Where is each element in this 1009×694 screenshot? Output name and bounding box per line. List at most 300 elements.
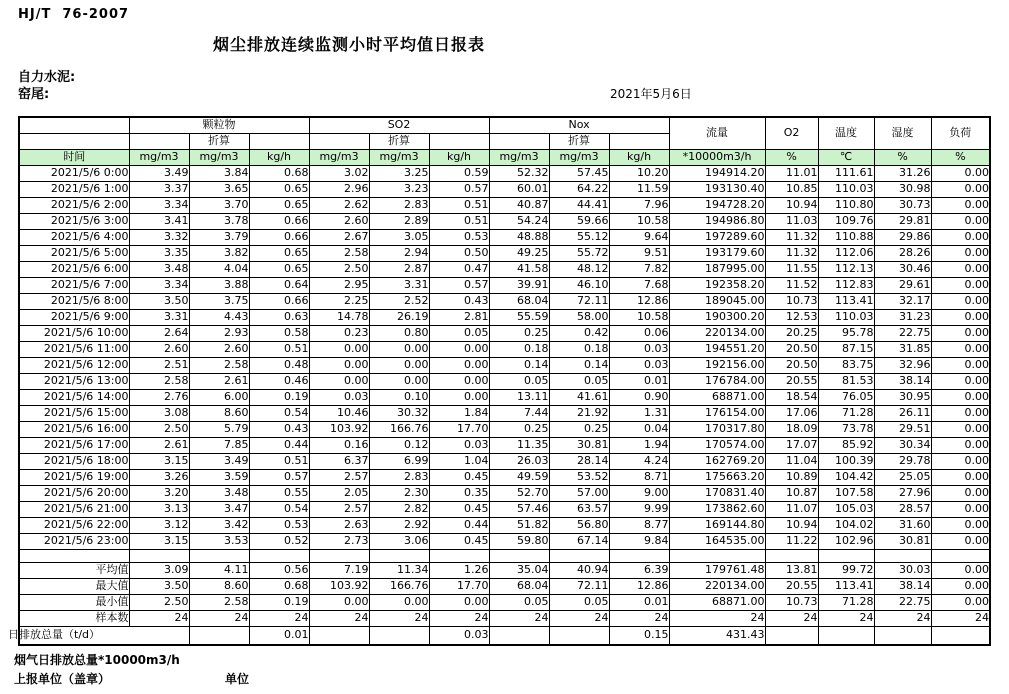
value-cell: 46.10 <box>549 278 609 294</box>
value-cell: 113.41 <box>818 294 874 310</box>
hour-row <box>19 422 990 438</box>
hour-row <box>19 470 990 486</box>
value-cell: 3.82 <box>189 246 249 262</box>
summary-value-cell: 24 <box>249 611 309 627</box>
summary-value-cell: 24 <box>309 611 369 627</box>
hour-row <box>19 342 990 358</box>
value-cell: 3.12 <box>129 518 189 534</box>
value-cell: 0.47 <box>429 262 489 278</box>
value-cell: 2.50 <box>309 262 369 278</box>
hour-row <box>19 454 990 470</box>
daily-total-value-cell <box>931 627 990 646</box>
value-cell: 2.62 <box>309 198 369 214</box>
value-cell: 0.51 <box>429 198 489 214</box>
time-cell: 2021/5/6 17:00 <box>19 438 129 454</box>
daily-total-value-cell <box>874 627 931 646</box>
value-cell: 110.03 <box>818 310 874 326</box>
value-cell: 100.39 <box>818 454 874 470</box>
value-cell: 0.19 <box>249 390 309 406</box>
unit-cell: mg/m3 <box>369 150 429 166</box>
header-load: 负荷 <box>931 117 990 150</box>
value-cell: 2.51 <box>129 358 189 374</box>
summary-value-cell: 0.56 <box>249 563 309 579</box>
value-cell: 0.05 <box>489 374 549 390</box>
value-cell: 10.89 <box>765 470 818 486</box>
value-cell: 10.58 <box>609 310 669 326</box>
value-cell: 0.58 <box>249 326 309 342</box>
page-title: 烟尘排放连续监测小时平均值日报表 <box>213 35 486 54</box>
header-flow: 流量 <box>669 117 765 150</box>
unit-cell: mg/m3 <box>129 150 189 166</box>
value-cell: 0.18 <box>489 342 549 358</box>
value-cell: 3.35 <box>129 246 189 262</box>
value-cell: 0.43 <box>249 422 309 438</box>
hour-row <box>19 214 990 230</box>
summary-label: 最大值 <box>19 579 129 595</box>
value-cell: 8.77 <box>609 518 669 534</box>
summary-value-cell: 166.76 <box>369 579 429 595</box>
value-cell: 111.61 <box>818 166 874 182</box>
value-cell: 173862.60 <box>669 502 765 518</box>
unit-cell: mg/m3 <box>189 150 249 166</box>
value-cell: 41.61 <box>549 390 609 406</box>
summary-value-cell: 3.50 <box>129 579 189 595</box>
value-cell: 2.25 <box>309 294 369 310</box>
summary-value-cell: 68871.00 <box>669 595 765 611</box>
value-cell: 164535.00 <box>669 534 765 550</box>
daily-report-table <box>8 116 991 646</box>
hour-row <box>19 390 990 406</box>
summary-value-cell: 30.03 <box>874 563 931 579</box>
hour-row <box>19 262 990 278</box>
value-cell: 0.46 <box>249 374 309 390</box>
value-cell: 3.48 <box>129 262 189 278</box>
value-cell: 20.55 <box>765 374 818 390</box>
summary-value-cell: 6.39 <box>609 563 669 579</box>
value-cell: 107.58 <box>818 486 874 502</box>
value-cell: 83.75 <box>818 358 874 374</box>
value-cell: 2.63 <box>309 518 369 534</box>
value-cell: 0.00 <box>931 358 990 374</box>
empty-cell <box>669 550 765 563</box>
empty-cell <box>549 550 609 563</box>
value-cell: 0.45 <box>429 470 489 486</box>
value-cell: 68.04 <box>489 294 549 310</box>
value-cell: 0.00 <box>369 342 429 358</box>
unit-cell: kg/h <box>609 150 669 166</box>
daily-total-value-cell <box>369 627 429 646</box>
value-cell: 0.12 <box>369 438 429 454</box>
daily-total-value-cell: 0.03 <box>429 627 489 646</box>
converted-header-particulate: 折算 <box>189 134 249 150</box>
daily-total-value-cell: 431.43 <box>669 627 765 646</box>
value-cell: 2.96 <box>309 182 369 198</box>
hour-row <box>19 406 990 422</box>
value-cell: 0.00 <box>429 374 489 390</box>
header-row-units <box>19 150 990 166</box>
time-cell: 2021/5/6 23:00 <box>19 534 129 550</box>
value-cell: 4.04 <box>189 262 249 278</box>
value-cell: 0.00 <box>931 182 990 198</box>
summary-value-cell: 24 <box>189 611 249 627</box>
value-cell: 0.63 <box>249 310 309 326</box>
value-cell: 112.13 <box>818 262 874 278</box>
value-cell: 55.72 <box>549 246 609 262</box>
value-cell: 2.64 <box>129 326 189 342</box>
value-cell: 3.53 <box>189 534 249 550</box>
value-cell: 67.14 <box>549 534 609 550</box>
value-cell: 59.80 <box>489 534 549 550</box>
value-cell: 9.00 <box>609 486 669 502</box>
value-cell: 11.07 <box>765 502 818 518</box>
value-cell: 0.51 <box>249 454 309 470</box>
value-cell: 29.51 <box>874 422 931 438</box>
summary-value-cell: 24 <box>765 611 818 627</box>
value-cell: 21.92 <box>549 406 609 422</box>
value-cell: 13.11 <box>489 390 549 406</box>
unit-cell: kg/h <box>249 150 309 166</box>
value-cell: 0.04 <box>609 422 669 438</box>
summary-value-cell: 35.04 <box>489 563 549 579</box>
empty-cell <box>369 550 429 563</box>
unit-cell: kg/h <box>429 150 489 166</box>
summary-value-cell: 11.34 <box>369 563 429 579</box>
value-cell: 2.82 <box>369 502 429 518</box>
hour-row <box>19 438 990 454</box>
value-cell: 64.22 <box>549 182 609 198</box>
value-cell: 0.57 <box>249 470 309 486</box>
value-cell: 8.71 <box>609 470 669 486</box>
value-cell: 0.00 <box>931 294 990 310</box>
time-cell: 2021/5/6 4:00 <box>19 230 129 246</box>
value-cell: 102.96 <box>818 534 874 550</box>
value-cell: 0.00 <box>931 534 990 550</box>
empty-cell <box>818 550 874 563</box>
value-cell: 49.59 <box>489 470 549 486</box>
value-cell: 41.58 <box>489 262 549 278</box>
summary-row <box>19 595 990 611</box>
value-cell: 0.00 <box>931 262 990 278</box>
summary-value-cell: 24 <box>129 611 189 627</box>
value-cell: 3.23 <box>369 182 429 198</box>
value-cell: 0.25 <box>489 326 549 342</box>
value-cell: 3.59 <box>189 470 249 486</box>
unit-cell: mg/m3 <box>489 150 549 166</box>
value-cell: 9.84 <box>609 534 669 550</box>
value-cell: 0.55 <box>249 486 309 502</box>
value-cell: 0.52 <box>249 534 309 550</box>
value-cell: 3.88 <box>189 278 249 294</box>
header-humidity: 湿度 <box>874 117 931 150</box>
value-cell: 0.80 <box>369 326 429 342</box>
empty-header-cell <box>249 134 309 150</box>
value-cell: 31.60 <box>874 518 931 534</box>
value-cell: 0.00 <box>429 358 489 374</box>
value-cell: 0.66 <box>249 214 309 230</box>
value-cell: 7.85 <box>189 438 249 454</box>
value-cell: 110.88 <box>818 230 874 246</box>
value-cell: 105.03 <box>818 502 874 518</box>
summary-value-cell: 0.00 <box>429 595 489 611</box>
value-cell: 30.81 <box>874 534 931 550</box>
value-cell: 8.60 <box>189 406 249 422</box>
value-cell: 0.05 <box>549 374 609 390</box>
summary-value-cell: 0.19 <box>249 595 309 611</box>
value-cell: 25.05 <box>874 470 931 486</box>
value-cell: 0.54 <box>249 406 309 422</box>
value-cell: 39.91 <box>489 278 549 294</box>
value-cell: 2.50 <box>129 422 189 438</box>
value-cell: 0.48 <box>249 358 309 374</box>
value-cell: 76.05 <box>818 390 874 406</box>
value-cell: 0.16 <box>309 438 369 454</box>
value-cell: 0.23 <box>309 326 369 342</box>
hour-row <box>19 198 990 214</box>
value-cell: 30.46 <box>874 262 931 278</box>
value-cell: 3.08 <box>129 406 189 422</box>
value-cell: 192156.00 <box>669 358 765 374</box>
time-cell: 2021/5/6 21:00 <box>19 502 129 518</box>
unit-cell: mg/m3 <box>549 150 609 166</box>
value-cell: 0.03 <box>609 358 669 374</box>
summary-value-cell: 0.05 <box>489 595 549 611</box>
value-cell: 10.58 <box>609 214 669 230</box>
value-cell: 2.61 <box>189 374 249 390</box>
value-cell: 0.53 <box>249 518 309 534</box>
value-cell: 2.57 <box>309 502 369 518</box>
value-cell: 28.26 <box>874 246 931 262</box>
summary-rows <box>8 550 990 646</box>
group-header-nox: Nox <box>489 117 669 134</box>
value-cell: 193179.60 <box>669 246 765 262</box>
value-cell: 3.50 <box>129 294 189 310</box>
value-cell: 2.73 <box>309 534 369 550</box>
value-cell: 170317.80 <box>669 422 765 438</box>
value-cell: 11.22 <box>765 534 818 550</box>
value-cell: 57.00 <box>549 486 609 502</box>
value-cell: 0.66 <box>249 294 309 310</box>
value-cell: 30.32 <box>369 406 429 422</box>
summary-value-cell: 4.11 <box>189 563 249 579</box>
value-cell: 55.12 <box>549 230 609 246</box>
summary-value-cell: 13.81 <box>765 563 818 579</box>
value-cell: 4.43 <box>189 310 249 326</box>
value-cell: 58.00 <box>549 310 609 326</box>
summary-value-cell: 17.70 <box>429 579 489 595</box>
value-cell: 44.41 <box>549 198 609 214</box>
time-cell: 2021/5/6 15:00 <box>19 406 129 422</box>
value-cell: 0.00 <box>931 246 990 262</box>
value-cell: 0.64 <box>249 278 309 294</box>
summary-value-cell: 7.19 <box>309 563 369 579</box>
time-cell: 2021/5/6 11:00 <box>19 342 129 358</box>
value-cell: 20.50 <box>765 358 818 374</box>
site-label: 窑尾: <box>18 87 50 102</box>
value-cell: 2.58 <box>129 374 189 390</box>
summary-value-cell: 3.09 <box>129 563 189 579</box>
time-cell: 2021/5/6 18:00 <box>19 454 129 470</box>
value-cell: 60.01 <box>489 182 549 198</box>
daily-total-value-cell <box>818 627 874 646</box>
hour-row <box>19 166 990 182</box>
value-cell: 3.65 <box>189 182 249 198</box>
summary-value-cell: 0.00 <box>309 595 369 611</box>
summary-value-cell: 0.68 <box>249 579 309 595</box>
time-cell: 2021/5/6 1:00 <box>19 182 129 198</box>
value-cell: 0.06 <box>609 326 669 342</box>
value-cell: 3.15 <box>129 454 189 470</box>
value-cell: 0.43 <box>429 294 489 310</box>
time-cell: 2021/5/6 22:00 <box>19 518 129 534</box>
value-cell: 0.00 <box>931 166 990 182</box>
value-cell: 0.00 <box>931 486 990 502</box>
value-cell: 30.73 <box>874 198 931 214</box>
value-cell: 0.00 <box>931 198 990 214</box>
value-cell: 187995.00 <box>669 262 765 278</box>
empty-cell <box>765 550 818 563</box>
value-cell: 0.00 <box>931 454 990 470</box>
value-cell: 192358.20 <box>669 278 765 294</box>
value-cell: 81.53 <box>818 374 874 390</box>
value-cell: 0.42 <box>549 326 609 342</box>
hour-row <box>19 310 990 326</box>
value-cell: 6.37 <box>309 454 369 470</box>
value-cell: 3.06 <box>369 534 429 550</box>
value-cell: 12.86 <box>609 294 669 310</box>
flue-gas-total-note: 烟气日排放总量*10000m3/h <box>14 653 180 667</box>
summary-value-cell: 71.28 <box>818 595 874 611</box>
value-cell: 9.64 <box>609 230 669 246</box>
daily-total-label: 日排放总量（t/d） <box>19 627 189 646</box>
summary-value-cell: 0.00 <box>931 563 990 579</box>
value-cell: 27.96 <box>874 486 931 502</box>
report-date: 2021年5月6日 <box>610 87 692 101</box>
table-header <box>19 117 990 166</box>
value-cell: 22.75 <box>874 326 931 342</box>
value-cell: 10.73 <box>765 294 818 310</box>
value-cell: 52.70 <box>489 486 549 502</box>
value-cell: 29.78 <box>874 454 931 470</box>
empty-cell <box>189 550 249 563</box>
value-cell: 26.03 <box>489 454 549 470</box>
value-cell: 0.90 <box>609 390 669 406</box>
value-cell: 0.00 <box>931 230 990 246</box>
value-cell: 2.87 <box>369 262 429 278</box>
empty-cell <box>874 550 931 563</box>
value-cell: 3.79 <box>189 230 249 246</box>
hour-row <box>19 294 990 310</box>
value-cell: 72.11 <box>549 294 609 310</box>
value-cell: 2.89 <box>369 214 429 230</box>
daily-total-value-cell: 0.15 <box>609 627 669 646</box>
value-cell: 2.92 <box>369 518 429 534</box>
time-cell: 2021/5/6 0:00 <box>19 166 129 182</box>
value-cell: 17.07 <box>765 438 818 454</box>
value-cell: 73.78 <box>818 422 874 438</box>
value-cell: 11.32 <box>765 246 818 262</box>
value-cell: 3.32 <box>129 230 189 246</box>
summary-value-cell: 20.55 <box>765 579 818 595</box>
value-cell: 3.25 <box>369 166 429 182</box>
summary-value-cell: 12.86 <box>609 579 669 595</box>
value-cell: 30.34 <box>874 438 931 454</box>
value-cell: 169144.80 <box>669 518 765 534</box>
header-row-groups <box>19 117 990 134</box>
value-cell: 110.03 <box>818 182 874 198</box>
summary-value-cell: 24 <box>489 611 549 627</box>
value-cell: 194728.20 <box>669 198 765 214</box>
value-cell: 7.96 <box>609 198 669 214</box>
value-cell: 3.02 <box>309 166 369 182</box>
value-cell: 1.84 <box>429 406 489 422</box>
summary-value-cell: 22.75 <box>874 595 931 611</box>
spacer-row <box>19 550 990 563</box>
value-cell: 0.00 <box>931 406 990 422</box>
value-cell: 2.76 <box>129 390 189 406</box>
value-cell: 2.95 <box>309 278 369 294</box>
value-cell: 11.52 <box>765 278 818 294</box>
time-cell: 2021/5/6 16:00 <box>19 422 129 438</box>
value-cell: 59.66 <box>549 214 609 230</box>
value-cell: 10.94 <box>765 518 818 534</box>
hour-row <box>19 182 990 198</box>
hour-row <box>19 518 990 534</box>
empty-header-cell <box>309 134 369 150</box>
value-cell: 32.17 <box>874 294 931 310</box>
unit-label: 单位 <box>225 672 250 686</box>
hour-rows <box>19 166 990 550</box>
summary-value-cell: 2.58 <box>189 595 249 611</box>
value-cell: 0.66 <box>249 230 309 246</box>
empty-cell <box>249 550 309 563</box>
time-cell: 2021/5/6 14:00 <box>19 390 129 406</box>
value-cell: 2.60 <box>129 342 189 358</box>
value-cell: 29.81 <box>874 214 931 230</box>
summary-value-cell: 24 <box>549 611 609 627</box>
daily-total-row <box>19 627 990 646</box>
empty-header-cell <box>19 117 129 134</box>
value-cell: 112.06 <box>818 246 874 262</box>
empty-cell <box>309 550 369 563</box>
value-cell: 11.55 <box>765 262 818 278</box>
value-cell: 5.79 <box>189 422 249 438</box>
empty-header-cell <box>429 134 489 150</box>
value-cell: 2.61 <box>129 438 189 454</box>
value-cell: 3.31 <box>129 310 189 326</box>
converted-header-so2: 折算 <box>369 134 429 150</box>
standard-code: HJ/T 76-2007 <box>18 7 130 22</box>
value-cell: 0.00 <box>931 518 990 534</box>
value-cell: 3.37 <box>129 182 189 198</box>
value-cell: 53.52 <box>549 470 609 486</box>
value-cell: 10.85 <box>765 182 818 198</box>
value-cell: 29.61 <box>874 278 931 294</box>
empty-header-cell <box>609 134 669 150</box>
value-cell: 0.45 <box>429 534 489 550</box>
value-cell: 176784.00 <box>669 374 765 390</box>
value-cell: 0.54 <box>249 502 309 518</box>
value-cell: 170831.40 <box>669 486 765 502</box>
value-cell: 11.59 <box>609 182 669 198</box>
value-cell: 6.00 <box>189 390 249 406</box>
value-cell: 0.00 <box>429 390 489 406</box>
summary-row <box>19 611 990 627</box>
header-o2: O2 <box>765 117 818 150</box>
value-cell: 48.12 <box>549 262 609 278</box>
value-cell: 56.80 <box>549 518 609 534</box>
unit-cell: % <box>874 150 931 166</box>
value-cell: 17.06 <box>765 406 818 422</box>
